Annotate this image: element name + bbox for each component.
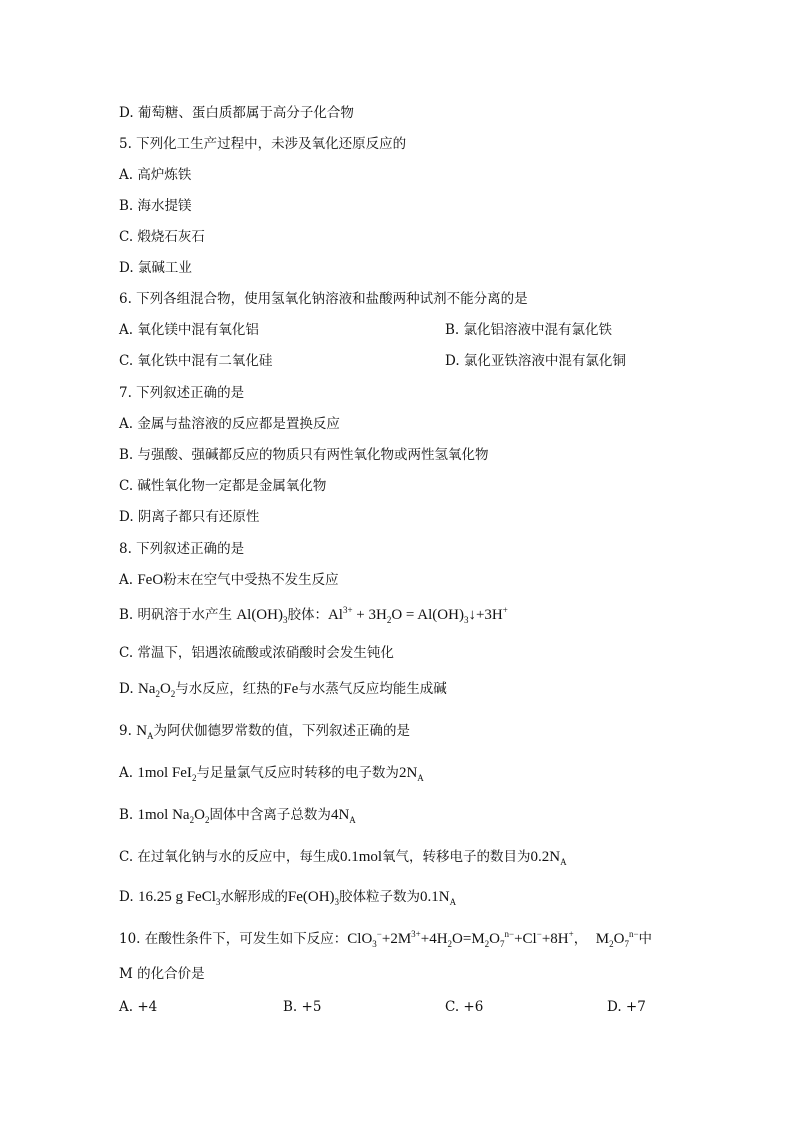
q8-stem: 8. 下列叙述正确的是 — [119, 541, 245, 557]
q6-option-a: A. 氧化镁中混有氧化铝 — [119, 322, 259, 338]
q7-option-d: D. 阴离子都只有还原性 — [119, 509, 260, 525]
q6-option-d: D. 氯化亚铁溶液中混有氯化铜 — [445, 353, 626, 369]
q9-option-a: A. 1mol FeI$_2$与足量氯气反应时转移的电子数为$2N_A$ — [119, 765, 424, 783]
q10-stem: 10. 在酸性条件下，可发生如下反应：$ClO_3^-+2M^{3+}+4H_2O=M_2O_7^{n-}+Cl^-+8H^+$， $M_2O_7^{n-}$中 — [119, 929, 653, 949]
q7-option-c: C. 碱性氧化物一定都是金属氧化物 — [119, 478, 327, 494]
q10-option-b: B. +5 — [283, 999, 322, 1015]
q8-b-equation: $Al^{3+} + 3H_2O$ = $Al(OH)_3↓+3H^+$ — [327, 605, 508, 625]
q10-option-d: D. +7 — [607, 999, 646, 1015]
q10-option-c: C. +6 — [445, 999, 484, 1015]
q9-stem: 9. $N_A$为阿伏伽德罗常数的值，下列叙述正确的是 — [119, 723, 411, 741]
q9-option-c: C. 在过氧化钠与水的反应中，每生成0.1mol氧气，转移电子的数目为$0.2N_A$ — [119, 849, 567, 867]
q9-option-b: B. 1mol $Na_2O_2$固体中含离子总数为$4N_A$ — [119, 807, 356, 825]
q8-option-b: B. 明矾溶于水产生 $Al(OH)_3$胶体：$Al^{3+} + 3H_2O$ = $Al(OH)_3↓+3H^+$ — [119, 605, 508, 625]
q7-stem: 7. 下列叙述正确的是 — [119, 385, 245, 401]
q10-option-a: A. +4 — [119, 999, 158, 1015]
q5-option-b: B. 海水提镁 — [119, 198, 192, 214]
q7-option-b: B. 与强酸、强碱都反应的物质只有两性氧化物或两性氢氧化物 — [119, 447, 489, 463]
q8-option-d: D. $Na_2O_2$与水反应，红热的Fe与水蒸气反应均能生成碱 — [119, 681, 447, 699]
q5-option-c: C. 煅烧石灰石 — [119, 229, 205, 245]
q6-option-c: C. 氧化铁中混有二氧化硅 — [119, 353, 273, 369]
q6-stem: 6. 下列各组混合物，使用氢氧化钠溶液和盐酸两种试剂不能分离的是 — [119, 291, 528, 307]
q10-stem-line2: M 的化合价是 — [119, 966, 205, 982]
q8-option-c: C. 常温下，铝遇浓硫酸或浓硝酸时会发生钝化 — [119, 645, 394, 661]
q5-option-d: D. 氯碱工业 — [119, 260, 192, 276]
q5-option-a: A. 高炉炼铁 — [119, 167, 192, 183]
q4-option-d: D. 葡萄糖、蛋白质都属于高分子化合物 — [119, 105, 354, 121]
q9-option-d: D. 16.25 g FeCl$_3$水解形成的$Fe(OH)_3$胶体粒子数为$0.1N_A$ — [119, 889, 457, 907]
q8-option-a: A. FeO粉末在空气中受热不发生反应 — [119, 572, 339, 588]
q6-option-b: B. 氯化铝溶液中混有氯化铁 — [445, 322, 613, 338]
q7-option-a: A. 金属与盐溶液的反应都是置换反应 — [119, 416, 340, 432]
q10-equation: $ClO_3^-+2M^{3+}+4H_2O=M_2O_7^{n-}+Cl^-+8H^+$ — [347, 929, 574, 949]
q5-stem: 5. 下列化工生产过程中，未涉及氧化还原反应的 — [119, 136, 407, 152]
